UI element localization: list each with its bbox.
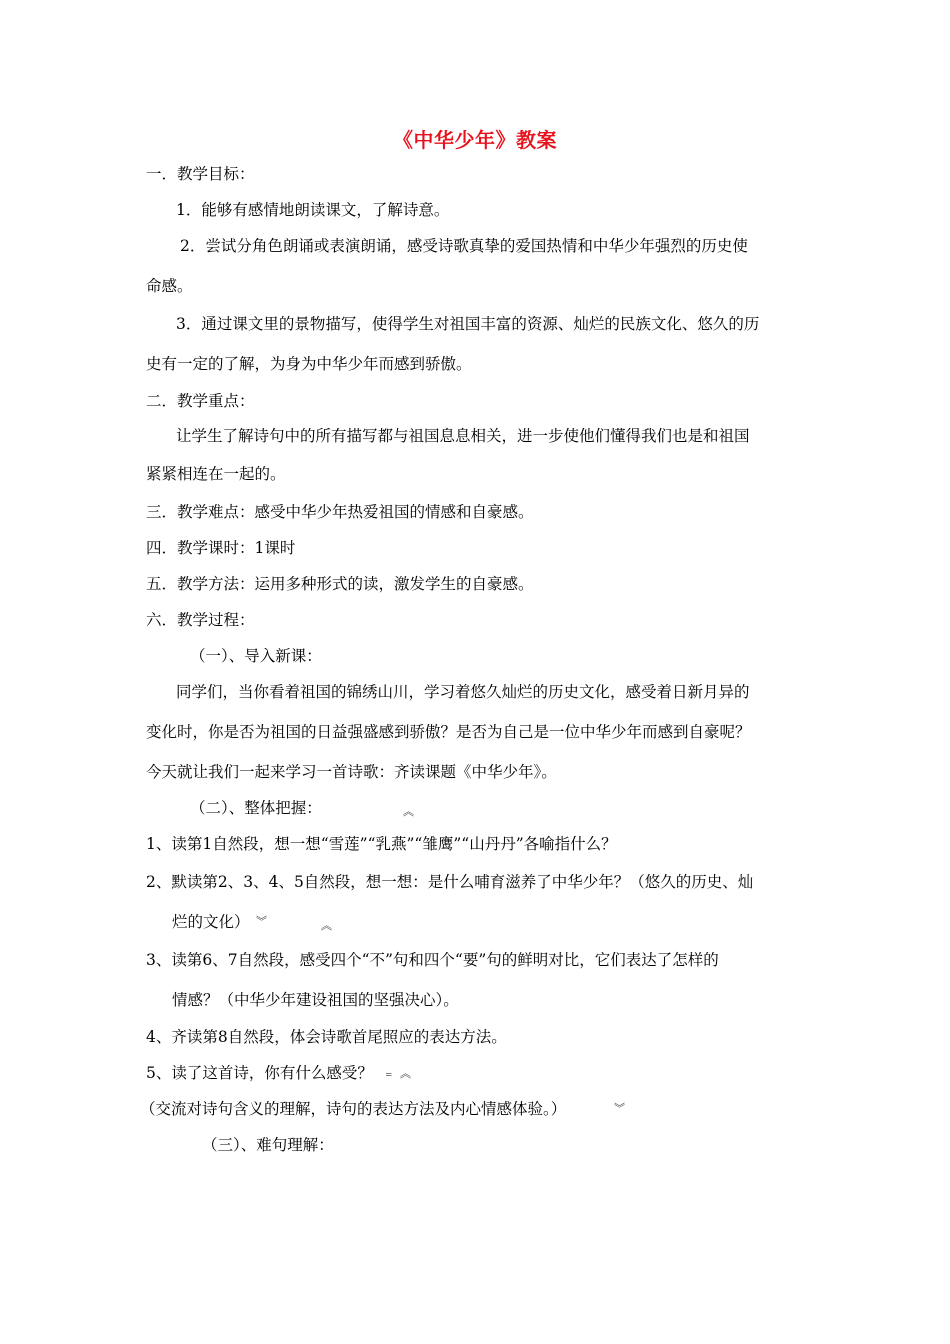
goal-2-line2: 命感。 (146, 277, 193, 295)
caret-down-icon: ︾ (614, 1102, 625, 1115)
section2-body-line1: 让学生了解诗句中的所有描写都与祖国息息相关，进一步使他们懂得我们也是和祖国 (176, 427, 750, 445)
part1-heading: （一）、导入新课： (190, 647, 322, 665)
caret-down-icon: ︾ (256, 915, 267, 928)
part2-q5-note: （交流对诗句含义的理解，诗句的表达方法及内心情感体验。） (140, 1100, 567, 1118)
part2-heading: （二）、整体把握： (190, 799, 322, 817)
section4: 四．教学课时：1课时 (146, 539, 296, 557)
goal-3-line2: 史有一定的了解，为身为中华少年而感到骄傲。 (146, 355, 472, 373)
part3-heading: （三）、难句理解： (202, 1136, 334, 1154)
section1-heading: 一．教学目标： (146, 165, 255, 183)
goal-1: 1．能够有感情地朗读课文，了解诗意。 (176, 201, 450, 219)
part1-line1: 同学们，当你看着祖国的锦绣山川，学习着悠久灿烂的历史文化，感受着日新月异的 (176, 683, 750, 701)
goal-2-line1: 2．尝试分角色朗诵或表演朗诵，感受诗歌真挚的爱国热情和中华少年强烈的历史使 (180, 237, 748, 255)
part1-line2: 变化时，你是否为祖国的日益强盛感到骄傲？是否为自己是一位中华少年而感到自豪呢？ (146, 723, 751, 741)
goal-3-line1: 3．通过课文里的景物描写，使得学生对祖国丰富的资源、灿烂的民族文化、悠久的历 (176, 315, 760, 333)
section2-heading: 二．教学重点： (146, 392, 255, 410)
part1-line3: 今天就让我们一起来学习一首诗歌：齐读课题《中华少年》。 (146, 763, 557, 781)
part2-q3-line1: 3、读第6、7自然段，感受四个“不”句和四个“要”句的鲜明对比，它们表达了怎样的 (146, 951, 719, 969)
document-title: 《中华少年》教案 (393, 128, 557, 152)
part2-q5: 5、读了这首诗，你有什么感受？ (146, 1064, 373, 1082)
caret-up-icon: ︽ (400, 1067, 411, 1080)
section3: 三．教学难点：感受中华少年热爱祖国的情感和自豪感。 (146, 503, 534, 521)
part2-q2-line1: 2、默读第2、3、4、5自然段，想一想：是什么哺育滋养了中华少年？（悠久的历史、灿 (146, 873, 754, 891)
part2-q3-line2: 情感？（中华少年建设祖国的坚强决心）。 (172, 991, 459, 1009)
part2-q4: 4、齐读第8自然段，体会诗歌首尾照应的表达方法。 (146, 1028, 507, 1046)
section5: 五．教学方法：运用多种形式的读，激发学生的自豪感。 (146, 575, 534, 593)
section6-heading: 六．教学过程： (146, 611, 255, 629)
caret-up-icon: ︽ (321, 919, 332, 932)
section2-body-line2: 紧紧相连在一起的。 (146, 465, 286, 483)
part2-q2-line2: 烂的文化） (172, 913, 250, 931)
caret-up-icon: ︽ (403, 805, 414, 818)
dash-mark-icon: ‗ (386, 1063, 392, 1076)
part2-q1: 1、读第1自然段，想一想“雪莲”“乳燕”“雏鹰”“山丹丹”各喻指什么？ (146, 835, 617, 853)
